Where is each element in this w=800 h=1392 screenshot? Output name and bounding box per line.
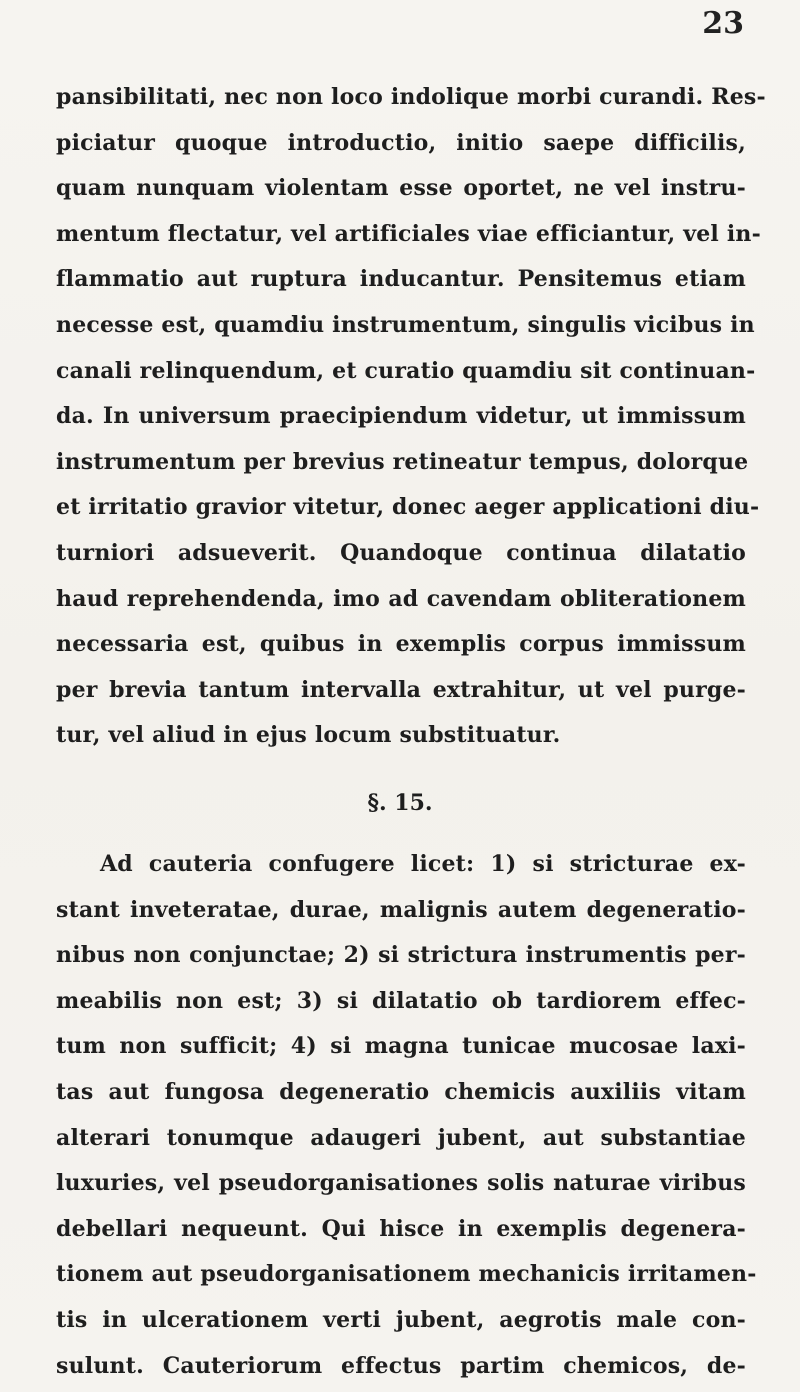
- text-line: instrumentum per brevius retineatur tempus, dolorque: [56, 448, 749, 475]
- paragraph-2: [56, 842, 757, 1389]
- text-line: stant inveteratae, durae, malignis autem degeneratio-: [56, 896, 746, 923]
- text-line: alterari tonumque adaugeri jubent, aut substantiae: [56, 1124, 746, 1151]
- text-line: tis in ulcerationem verti jubent, aegrotis male con-: [56, 1306, 746, 1333]
- text-line: necessaria est, quibus in exemplis corpus immissum: [56, 631, 746, 658]
- text-line: debellari nequeunt. Qui hisce in exemplis degenera-: [56, 1215, 746, 1242]
- text-line: tum non sufficit; 4) si magna tunicae mucosae laxi-: [56, 1033, 746, 1060]
- text-line: quam nunquam violentam esse oportet, ne vel instru-: [56, 175, 746, 202]
- text-line: haud reprehendenda, imo ad cavendam obliterationem: [56, 585, 746, 612]
- page-number: 23: [702, 6, 744, 41]
- text-line: nibus non conjunctae; 2) si strictura instrumentis per-: [56, 942, 746, 969]
- text-line: da. In universum praecipiendum videtur, ut immissum: [56, 403, 746, 430]
- text-line: tionem aut pseudorganisationem mechanicis irritamen-: [56, 1261, 757, 1288]
- text-line: Ad cauteria confugere licet: 1) si stricturae ex-: [100, 851, 746, 877]
- text-line: meabilis non est; 3) si dilatatio ob tardiorem effec-: [56, 987, 746, 1014]
- text-line: canali relinquendum, et curatio quamdiu sit continuan-: [56, 357, 756, 384]
- text-line: pansibilitati, nec non loco indolique morbi curandi. Res-: [56, 84, 766, 110]
- text-line: tas aut fungosa degeneratio chemicis auxiliis vitam: [56, 1078, 746, 1105]
- text-line: sulunt. Cauteriorum effectus partim chemicos, de-: [56, 1352, 746, 1379]
- text-line: et irritatio gravior vitetur, donec aeger applicationi diu-: [56, 494, 760, 521]
- text-line: piciatur quoque introductio, initio saepe difficilis,: [56, 129, 746, 156]
- section-heading: §. 15.: [367, 790, 433, 816]
- text-line: luxuries, vel pseudorganisationes solis naturae viribus: [56, 1170, 746, 1197]
- text-line: per brevia tantum intervalla extrahitur, ut vel purge-: [56, 676, 746, 703]
- text-line: necesse est, quamdiu instrumentum, singulis vicibus in: [56, 311, 755, 338]
- text-line: tur, vel aliud in ejus locum substituatur.: [56, 722, 561, 749]
- text-line: turniori adsueverit. Quandoque continua dilatatio: [56, 539, 746, 566]
- text-line: flammatio aut ruptura inducantur. Pensitemus etiam: [56, 266, 746, 293]
- paragraph-1: [56, 75, 766, 759]
- text-line: mentum flectatur, vel artificiales viae efficiantur, vel in-: [56, 220, 761, 247]
